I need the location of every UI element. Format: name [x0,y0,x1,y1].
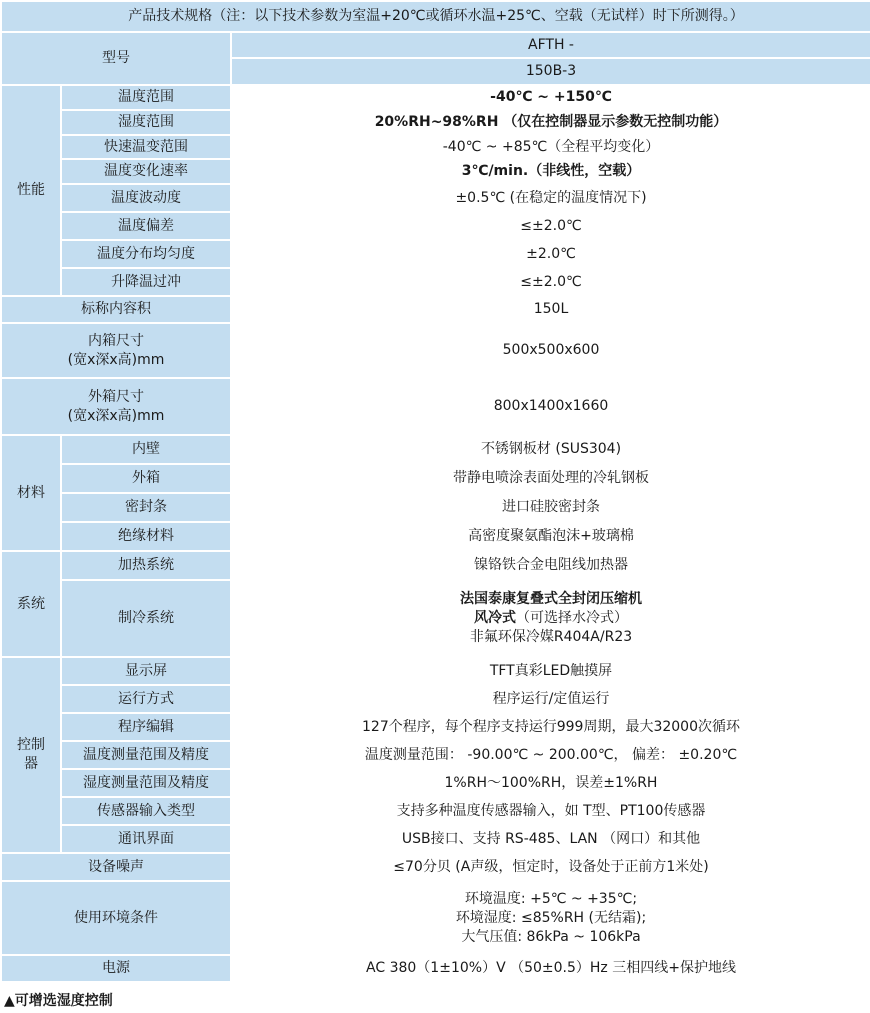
volume-label: 标称内容积 [1,296,231,323]
table-title: 产品技术规格（注：以下技术参数为室温+20℃或循环水温+25℃、空载（无试样）时下所测得。） [1,1,870,32]
row-label: 升降温过冲 [61,268,231,296]
row-value: 1%RH～100%RH，误差±1%RH [231,769,870,797]
row-label: 通讯界面 [61,825,231,853]
row-value: 带静电喷涂表面处理的冷轧钢板 [231,464,870,493]
row-label: 温度偏差 [61,212,231,240]
outer-size-value: 800x1400x1660 [231,378,870,435]
row-value: ≤±2.0℃ [231,268,870,296]
row-label: 运行方式 [61,685,231,713]
row-label: 绝缘材料 [61,522,231,551]
row-value: 127个程序，每个程序支持运行999周期，最大32000次循环 [231,713,870,741]
noise-value: ≤70分贝 (A声级，恒定时，设备处于正前方1米处) [231,853,870,881]
row-value: 高密度聚氨酯泡沫+玻璃棉 [231,522,870,551]
row-value: -40℃ ~ +85℃（全程平均变化） [231,135,870,159]
row-value: 20%RH~98%RH （仅在控制器显示参数无控制功能） [231,110,870,135]
category-controller: 控制 器 [1,657,61,853]
row-label: 内壁 [61,435,231,464]
environment-label: 使用环境条件 [1,881,231,955]
row-label: 温度变化速率 [61,159,231,184]
category-materials: 材料 [1,435,61,551]
row-label: 湿度测量范围及精度 [61,769,231,797]
category-system: 系统 [1,551,61,657]
cooling-system-value: 法国泰康复叠式全封闭压缩机 风冷式（可选择水冷式） 非氟环保冷媒R404A/R23 [231,580,870,657]
inner-size-label: 内箱尺寸 (宽x深x高)mm [1,323,231,378]
inner-size-value: 500x500x600 [231,323,870,378]
row-label: 温度分布均匀度 [61,240,231,268]
row-value: TFT真彩LED触摸屏 [231,657,870,685]
row-value: 程序运行/定值运行 [231,685,870,713]
row-value: USB接口、支持 RS-485、LAN （网口）和其他 [231,825,870,853]
row-label: 温度测量范围及精度 [61,741,231,769]
row-value: ±2.0℃ [231,240,870,268]
row-value: ≤±2.0℃ [231,212,870,240]
row-label: 程序编辑 [61,713,231,741]
row-label: 传感器输入类型 [61,797,231,825]
row-value: 温度测量范围： -90.00℃ ~ 200.00℃， 偏差： ±0.20℃ [231,741,870,769]
row-value: -40℃ ~ +150℃ [231,85,870,110]
row-value: 支持多种温度传感器输入，如 T型、PT100传感器 [231,797,870,825]
row-label: 制冷系统 [61,580,231,657]
row-value: ±0.5℃ (在稳定的温度情况下) [231,184,870,212]
row-label: 温度范围 [61,85,231,110]
row-label: 显示屏 [61,657,231,685]
volume-value: 150L [231,296,870,323]
model-value-line1: AFTH - [231,32,870,58]
power-value: AC 380（1±10%）V （50±0.5）Hz 三相四线+保护地线 [231,955,870,982]
row-label: 快速温变范围 [61,135,231,159]
footnote: ▲可增选湿度控制 [4,993,113,1009]
row-label: 湿度范围 [61,110,231,135]
environment-value: 环境温度: +5℃ ~ +35℃; 环境湿度: ≤85%RH (无结霜); 大气压值: 86kPa ~ 106kPa [231,881,870,955]
power-label: 电源 [1,955,231,982]
row-value: 3℃/min.（非线性，空载） [231,159,870,184]
row-value: 镍铬铁合金电阻线加热器 [231,551,870,580]
row-value: 进口硅胶密封条 [231,493,870,522]
model-value-line2: 150B-3 [231,58,870,85]
row-label: 加热系统 [61,551,231,580]
noise-label: 设备噪声 [1,853,231,881]
row-value: 不锈钢板材 (SUS304) [231,435,870,464]
row-label: 外箱 [61,464,231,493]
category-performance: 性能 [1,85,61,296]
row-label: 温度波动度 [61,184,231,212]
model-label: 型号 [1,32,231,85]
row-label: 密封条 [61,493,231,522]
outer-size-label: 外箱尺寸 (宽x深x高)mm [1,378,231,435]
